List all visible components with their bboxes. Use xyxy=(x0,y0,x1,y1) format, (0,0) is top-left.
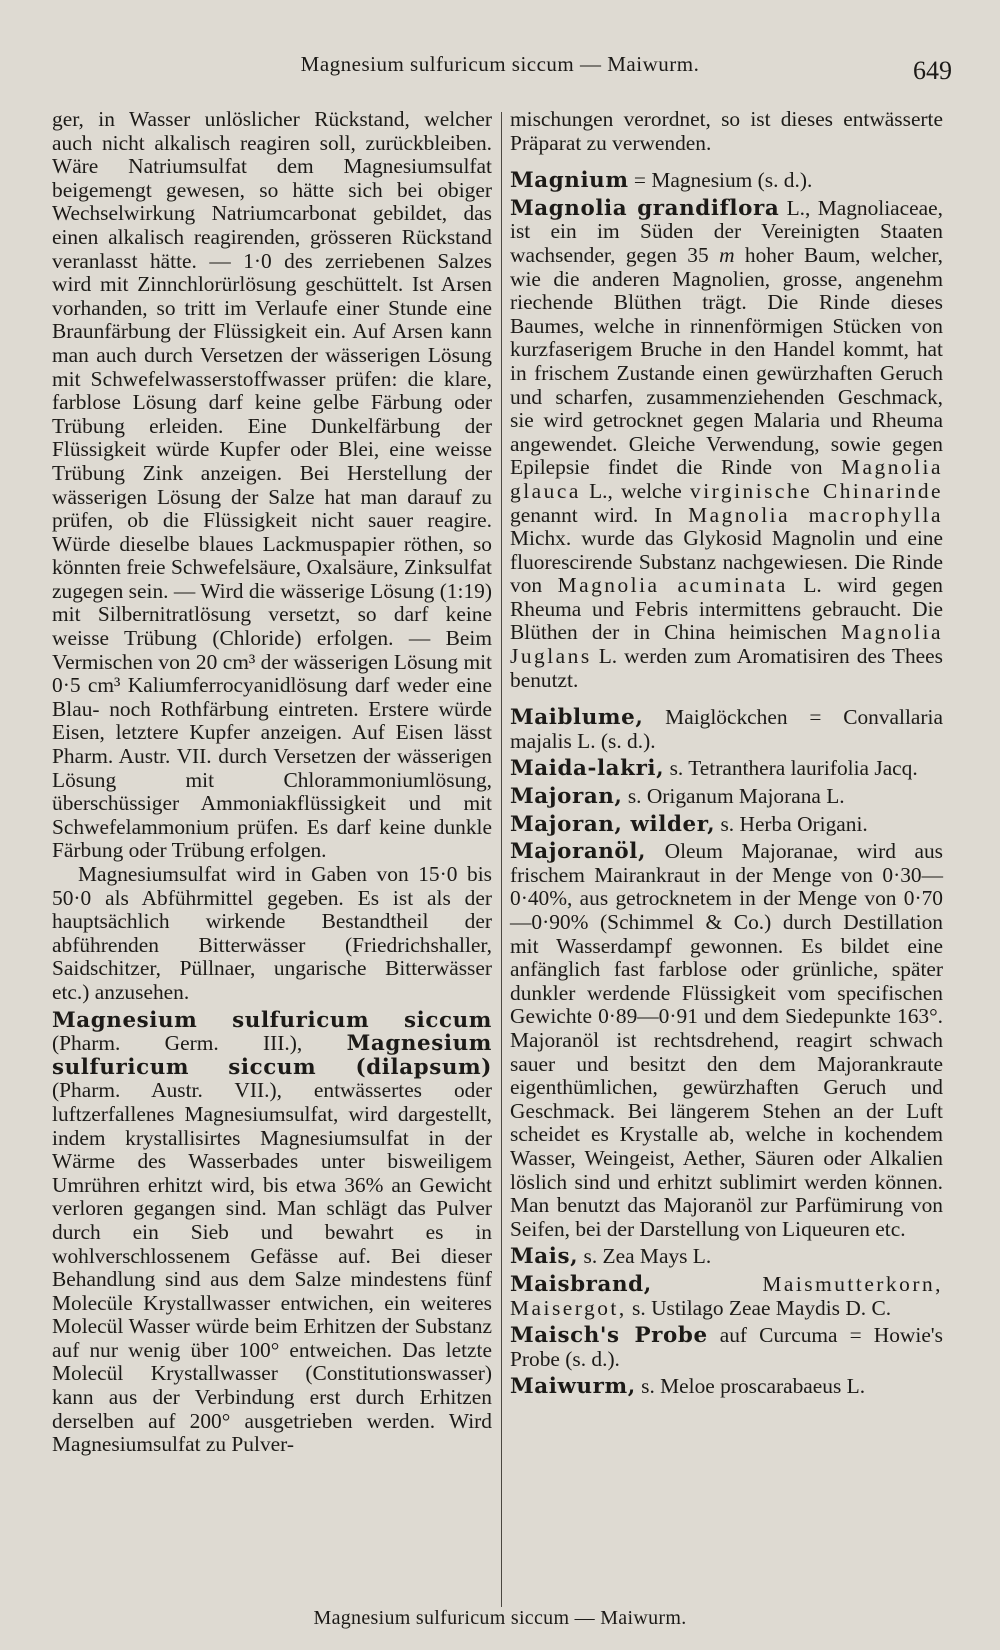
headword: Maiblume, xyxy=(510,705,644,731)
entry-magnium xyxy=(510,169,943,193)
headword: Magnolia grandiflora xyxy=(510,195,780,221)
entry-text: s. Tetranthera laurifolia Jacq. xyxy=(664,756,918,781)
entry-text: = Magnesium (s. d.). xyxy=(628,168,813,193)
emphasized-term: virginische Chinarinde xyxy=(690,478,944,503)
species-name: Magnolia acuminata xyxy=(557,573,788,598)
entry-text: (Pharm. Austr. VII.), entwässertes oder luftzerfallenes Magnesiumsulfat, wird dargestellt, indem krystallisirtes Magnesiumsulfat in der Wärme des Wasserbades unter bisweiligem Umrühren erhitzt wird, bis etwa 36% an Gewicht verloren gegangen sind. Man schlägt das Pulver durch ein Sieb und bewahrt es in wohlverschlossenem Gefässe auf. Bei dieser Behandlung sind aus dem Salze mindestens fünf Molecüle Krystallwasser entwichen, ein weiteres Molecül Wasser würde beim Erhitzen der Substanz auf nur wenig über 100° entweichen. Das letzte Molecül Krystallwasser (Constitutionswasser) kann aus der Verbindung erst durch Erhitzen derselben auf 200° ausgetrieben werden. Wird Magnesiumsulfat zu Pulver- xyxy=(52,1078,492,1457)
footer-catchline: Magnesium sulfuricum siccum — Maiwurm. xyxy=(313,1607,687,1629)
entry-maisbrand xyxy=(510,1273,943,1320)
entry-text: s. Ustilago Zeae Maydis D. C. xyxy=(626,1295,892,1320)
headword: Maida-lakri, xyxy=(510,756,665,782)
species-name: Magnolia glauca xyxy=(510,455,943,503)
left-column xyxy=(52,108,492,1457)
species-name: Magnolia Juglans xyxy=(510,620,943,669)
entry-maida-lakri xyxy=(510,757,943,781)
entry-text: auf Curcuma = Howie's Probe (s. d.). xyxy=(510,1323,943,1371)
entry-text: Michx. wurde das Glykosid Magnolin und eine fluorescirende Substanz nachgewiesen. Die Rinde von xyxy=(510,526,943,598)
entry-text: s. Herba Origani. xyxy=(715,811,868,836)
right-column xyxy=(510,108,943,1399)
headword: Majoranöl, xyxy=(510,839,647,865)
headword: Magnesium sulfuricum siccum xyxy=(52,1007,492,1033)
headword-alt: Magnesium sulfuricum siccum (dilapsum) xyxy=(52,1031,492,1080)
headword: Maiwurm, xyxy=(510,1374,636,1400)
running-head: Magnesium sulfuricum siccum — Maiwurm. xyxy=(300,52,700,76)
entry-text: genannt wird. In xyxy=(510,502,689,527)
entry-text: L. werden zum Aromatisiren des Thees benutzt. xyxy=(510,644,943,692)
species-name: Magnolia macrophylla xyxy=(688,502,943,527)
headword: Majoran, xyxy=(510,784,623,810)
entry-text: Oleum Majoranae, wird aus frischem Mairankraut in der Menge von 0·30—0·40%, aus getrocknetem in der Menge von 0·70—0·90% (Schimmel & Co.) durch Destillation mit Wasserdampf gewonnen. Es bildet eine anfänglich fast farblose oder grünliche, später dunkler werdende Flüssigkeit vom specifischen Gewichte 0·89—0·91 und dem Siedepunkte 163°. Majoranöl ist rechtsdrehend, reagirt schwach sauer und besitzt den dem Majorankraute eigenthümlichen, gewürzhaften Geruch und Geschmack. Bei längerem Stehen an der Luft scheidet es Krystalle ab, welche in kochendem Wasser, Weingeist, Aether, Säuren oder Alkalien löslich sind und erhitzt sublimirt werden können. Man benutzt das Majoranöl zur Parfümirung von Seifen, bei der Darstellung von Liqueuren etc. xyxy=(510,839,943,1241)
headword: Maisbrand, xyxy=(510,1271,652,1297)
entry-text: s. Meloe proscarabaeus L. xyxy=(635,1374,866,1399)
headword: Mais, xyxy=(510,1244,579,1270)
continued-text: mischungen verordnet, so ist dieses entwässerte Präparat zu verwenden. xyxy=(510,107,943,155)
headword: Magnium xyxy=(510,168,629,194)
entry-text: s. Origanum Majorana L. xyxy=(622,784,845,809)
entry-majoran xyxy=(510,785,943,809)
entry-text: L., Magnoliaceae, ist ein im Süden der Vereinigten Staaten wachsender, gegen 35 xyxy=(510,195,943,267)
entry-maiblume xyxy=(510,706,943,753)
synonym-term: Maismutterkorn, Maisergot, xyxy=(510,1271,943,1320)
unit: m xyxy=(719,242,735,267)
entry-text: hoher Baum, welcher, wie die anderen Magnolien, grosse, angenehm riechende Blüthen trägt. Die Rinde dieses Baumes, welche in rinnenförmigen Stücken von kurzfaserigem Bruche in den Handel kommt, hat in frischem Zustande einen gewürzhaften Geruch und scharfen, zusammenziehenden Geschmack, sie wird getrocknet gegen Malaria und Rheuma angewendet. Gleiche Verwendung, sowie gegen Epilepsie findet die Rinde von xyxy=(510,242,943,480)
entry-majoran-wilder xyxy=(510,813,943,837)
entry-magnesium-sulfuricum-siccum xyxy=(52,1009,492,1457)
entry-text: (Pharm. Germ. III.), xyxy=(52,1031,347,1056)
entry-text: L., welche xyxy=(580,478,691,503)
entry-text: L. wird gegen Rheuma und Febris intermittens gebraucht. Die Blüthen der in China heimischen xyxy=(510,573,943,645)
entry-majoranoel xyxy=(510,840,943,1241)
entry-text: s. Zea Mays L. xyxy=(578,1244,712,1269)
page-number: 649 xyxy=(913,56,952,85)
column-divider xyxy=(501,112,502,1607)
entry-maiwurm xyxy=(510,1375,943,1399)
headword: Majoran, wilder, xyxy=(510,811,716,837)
entry-mais xyxy=(510,1245,943,1269)
usage-paragraph: Magnesiumsulfat wird in Gaben von 15·0 bis 50·0 als Abführmittel gegeben. Es ist als der hauptsächlich wirkende Bestandtheil der abführenden Bitterwässer (Friedrichshaller, Saidschitzer, Püllnaer, ungarische Bitterwässer etc.) anzusehen. xyxy=(52,862,492,1004)
headword: Maisch's Probe xyxy=(510,1323,708,1349)
entry-magnolia-grandiflora xyxy=(510,197,943,692)
entry-text: Maiglöckchen = Convallaria majalis L. (s. d.). xyxy=(510,705,943,753)
continued-paragraph: ger, in Wasser unlöslicher Rückstand, welcher auch nicht alkalisch reagiren soll, zurückbleiben. Wäre Natriumsulfat dem Magnesiumsulfat beigemengt gewesen, so hätte sich bei obiger Wechselwirkung Natriumcarbonat gebildet, das einen alkalisch reagirenden, grösseren Rückstand veranlasst hätte. — 1·0 des zerriebenen Salzes wird mit Zinnchlorürlösung geschüttelt. Ist Arsen vorhanden, so tritt im Verlaufe einer Stunde eine Braunfärbung der Flüssigkeit ein. Auf Arsen kann man auch durch Versetzen der wässerigen Lösung mit Schwefelwasserstoffwasser prüfen: die klare, farblose Lösung darf keine gelbe Färbung oder Trübung erleiden. Eine Dunkelfärbung der Flüssigkeit würde Kupfer oder Blei, eine weisse Trübung Zink anzeigen. Bei Herstellung der wässerigen Lösung der Salze hat man darauf zu prüfen, ob die Flüssigkeit nicht sauer reagire. Würde dieselbe blaues Lackmuspapier röthen, so könnten freie Schwefelsäure, Oxalsäure, Zinksulfat zugegen sein. — Wird die wässerige Lösung (1:19) mit Silbernitratlösung versetzt, so darf keine weisse Trübung (Chloride) erfolgen. — Beim Vermischen von 20 cm³ der wässerigen Lösung mit 0·5 cm³ Kaliumferrocyanidlösung darf weder eine Blau- noch Rothfärbung eintreten. Erstere würde Eisen, letztere Kupfer anzeigen. Auf Eisen lässt Pharm. Austr. VII. durch Versetzen der wässerigen Lösung mit Chlorammoniumlösung, überschüssiger Ammoniakflüssigkeit und mit Schwefelammonium prüfen. Es darf keine dunkle Färbung oder Trübung erfolgen. xyxy=(52,107,492,863)
entry-maischs-probe xyxy=(510,1324,943,1371)
